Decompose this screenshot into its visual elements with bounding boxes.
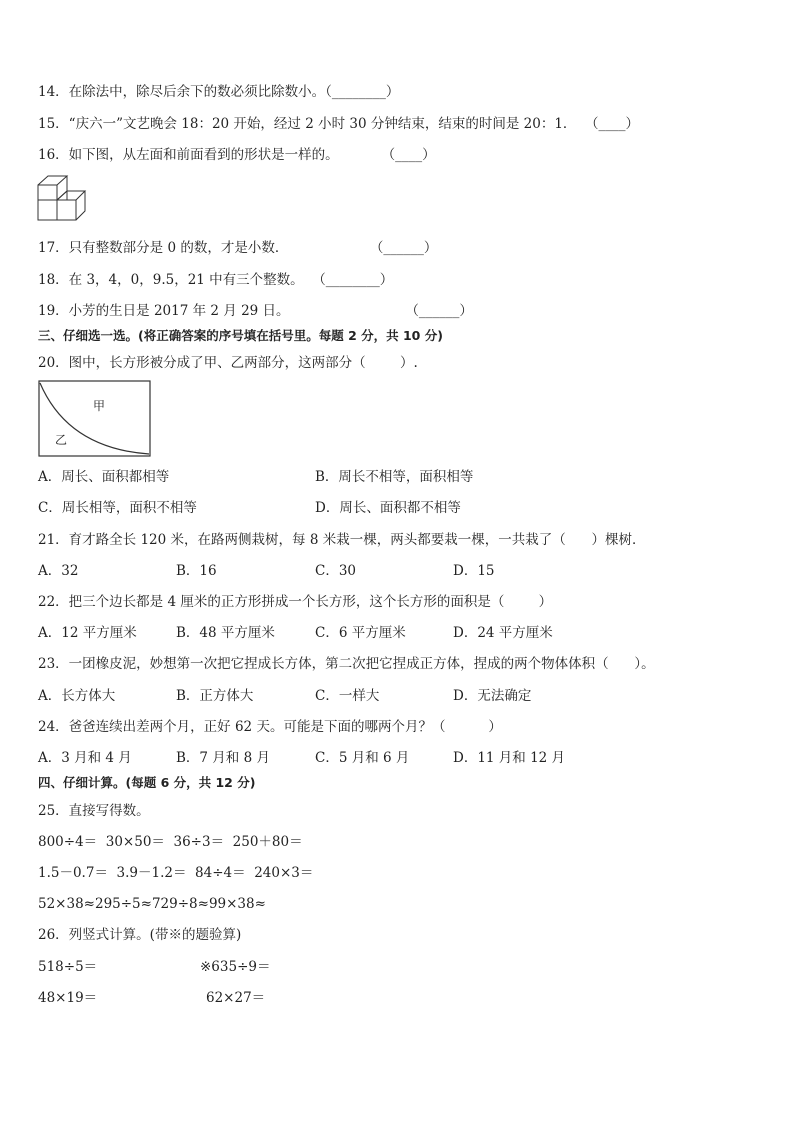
cube-stack-figure xyxy=(37,175,89,225)
q21-option-b: B．16 xyxy=(176,563,217,579)
q24-option-a: A．3 月和 4 月 xyxy=(38,750,132,766)
rectangle-split-figure xyxy=(38,380,152,458)
q25-line-3: 52×38≈295÷5≈729÷8≈99×38≈ xyxy=(38,896,266,912)
q23-option-c: C．一样大 xyxy=(315,688,380,704)
question-18: 18．在 3，4，0，9.5，21 中有三个整数。 （________） xyxy=(38,272,394,288)
question-19: 19．小芳的生日是 2017 年 2 月 29 日。 （______） xyxy=(38,303,473,319)
label-yi: 乙 xyxy=(55,433,68,447)
q24-option-c: C．5 月和 6 月 xyxy=(315,750,410,766)
q26-item-1: 518÷5＝ xyxy=(38,959,98,975)
q20-option-a: A．周长、面积都相等 xyxy=(38,469,170,485)
q23-option-b: B．正方体大 xyxy=(176,688,254,704)
q21-option-c: C．30 xyxy=(315,563,357,579)
question-17: 17．只有整数部分是 0 的数，才是小数． （______） xyxy=(38,240,438,256)
q26-item-3: 48×19＝ xyxy=(38,990,98,1006)
question-14: 14．在除法中，除尽后余下的数必须比除数小。（________） xyxy=(38,84,400,100)
q22-option-b: B．48 平方厘米 xyxy=(176,625,275,641)
q20-option-b: B．周长不相等，面积相等 xyxy=(315,469,474,485)
q22-option-d: D．24 平方厘米 xyxy=(453,625,553,641)
q20-option-d: D．周长、面积都不相等 xyxy=(315,500,461,516)
q26-item-2: ※635÷9＝ xyxy=(200,959,271,975)
q23-option-a: A．长方体大 xyxy=(38,688,116,704)
question-16: 16．如下图，从左面和前面看到的形状是一样的。 （____） xyxy=(38,147,436,163)
question-24-stem: 24．爸爸连续出差两个月，正好 62 天。可能是下面的哪两个月？（ ） xyxy=(38,719,502,735)
q24-option-b: B．7 月和 8 月 xyxy=(176,750,270,766)
q21-option-d: D．15 xyxy=(453,563,495,579)
q20-option-c: C．周长相等，面积不相等 xyxy=(38,500,197,516)
q22-option-a: A．12 平方厘米 xyxy=(38,625,137,641)
question-20-stem: 20．图中，长方形被分成了甲、乙两部分，这两部分（ ）. xyxy=(38,355,418,371)
question-15: 15．“庆六一”文艺晚会 18：20 开始，经过 2 小时 30 分钟结束，结束的时间是 20：1． （____） xyxy=(38,116,639,132)
question-21-stem: 21．育才路全长 120 米，在路两侧栽树，每 8 米栽一棵，两头都要栽一棵，一共栽了（ ）棵树． xyxy=(38,532,646,548)
section-4-heading: 四、仔细计算。(每题 6 分，共 12 分) xyxy=(38,775,256,790)
question-22-stem: 22．把三个边长都是 4 厘米的正方形拼成一个长方形，这个长方形的面积是（ ） xyxy=(38,594,553,610)
label-jia: 甲 xyxy=(93,399,106,413)
q22-option-c: C．6 平方厘米 xyxy=(315,625,406,641)
q24-option-d: D．11 月和 12 月 xyxy=(453,750,566,766)
question-23-stem: 23．一团橡皮泥，妙想第一次把它捏成长方体，第二次把它捏成正方体，捏成的两个物体体积（ ）。 xyxy=(38,656,655,672)
q21-option-a: A．32 xyxy=(38,563,79,579)
section-3-heading: 三、仔细选一选。(将正确答案的序号填在括号里。每题 2 分，共 10 分) xyxy=(38,328,443,343)
q23-option-d: D．无法确定 xyxy=(453,688,532,704)
question-25-stem: 25．直接写得数。 xyxy=(38,803,150,819)
q25-line-2: 1.5－0.7＝ 3.9－1.2＝ 84÷4＝ 240×3＝ xyxy=(38,865,314,881)
q26-item-4: 62×27＝ xyxy=(206,990,266,1006)
q25-line-1: 800÷4＝ 30×50＝ 36÷3＝ 250＋80＝ xyxy=(38,834,303,850)
question-26-stem: 26．列竖式计算。(带※的题验算) xyxy=(38,927,242,943)
